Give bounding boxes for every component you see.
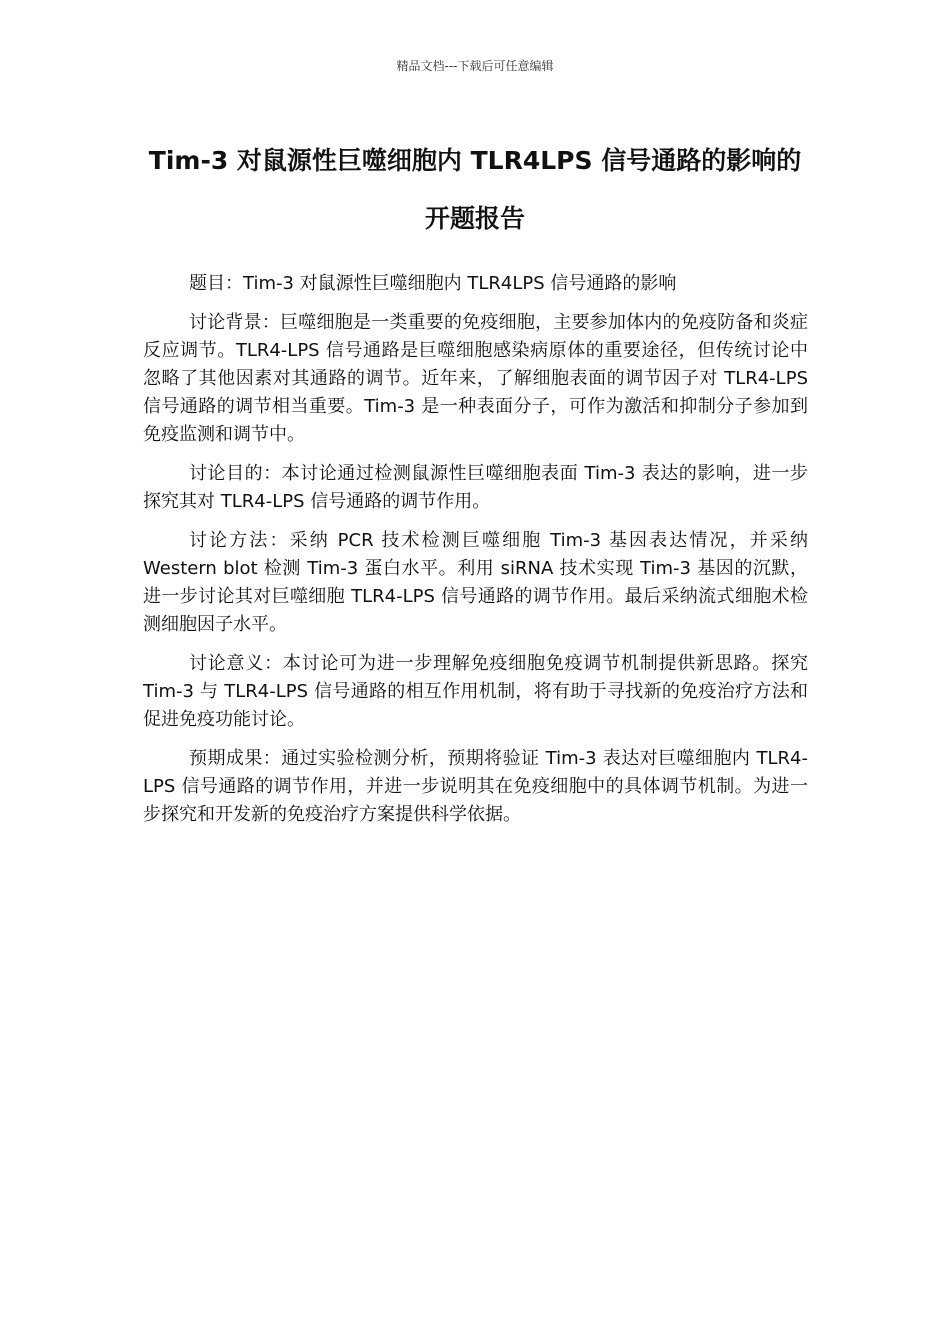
document-title: Tim-3 对鼠源性巨噬细胞内 TLR4LPS 信号通路的影响的开题报告 — [148, 146, 802, 233]
paragraph-objective: 讨论目的：本讨论通过检测鼠源性巨噬细胞表面 Tim-3 表达的影响，进一步探究其对 TLR4-LPS 信号通路的调节作用。 — [143, 463, 808, 512]
paragraph-significance: 讨论意义：本讨论可为进一步理解免疫细胞免疫调节机制提供新思路。探究 Tim-3 与 TLR4-LPS 信号通路的相互作用机制，将有助于寻找新的免疫治疗方法和促进免疫功能讨论。 — [143, 653, 808, 730]
paragraph-methods: 讨论方法：采纳 PCR 技术检测巨噬细胞 Tim-3 基因表达情况，并采纳 Western blot 检测 Tim-3 蛋白水平。利用 siRNA 技术实现 Tim-3 基因的沉默，进一步讨论其对巨噬细胞 TLR4-LPS 信号通路的调节作用。最后采纳流式细胞术检测细胞因子水平。 — [143, 530, 808, 635]
paragraph-topic: 题目：Tim-3 对鼠源性巨噬细胞内 TLR4LPS 信号通路的影响 — [189, 273, 677, 294]
paragraph-expected-results: 预期成果：通过实验检测分析，预期将验证 Tim-3 表达对巨噬细胞内 TLR4-LPS 信号通路的调节作用，并进一步说明其在免疫细胞中的具体调节机制。为进一步探究和开发新的免疫治疗方案提供科学依据。 — [143, 748, 808, 825]
header-note: 精品文档---下载后可任意编辑 — [396, 59, 554, 73]
paragraph-background: 讨论背景：巨噬细胞是一类重要的免疫细胞，主要参加体内的免疫防备和炎症反应调节。TLR4-LPS 信号通路是巨噬细胞感染病原体的重要途径，但传统讨论中忽略了其他因素对其通路的调节。近年来，了解细胞表面的调节因子对 TLR4-LPS 信号通路的调节相当重要。Tim-3 是一种表面分子，可作为激活和抑制分子参加到免疫监测和调节中。 — [143, 312, 808, 445]
document-body — [143, 270, 808, 840]
